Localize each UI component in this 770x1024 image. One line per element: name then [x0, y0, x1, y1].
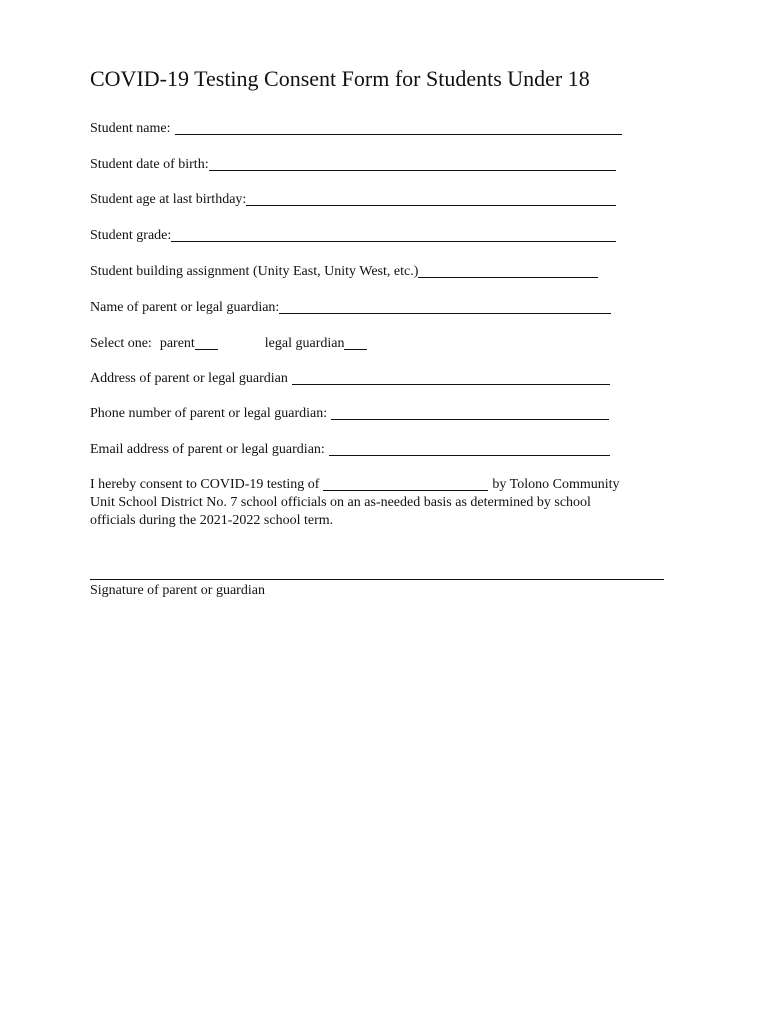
- consent-statement: [90, 476, 655, 530]
- consent-line3: officials during the 2021-2022 school term.: [90, 513, 334, 528]
- student-age-field: [90, 189, 616, 209]
- student-grade-label: Student grade:: [90, 228, 172, 243]
- guardian-name-blank[interactable]: [279, 299, 611, 314]
- consent-student-blank[interactable]: [323, 476, 488, 491]
- student-age-blank[interactable]: [246, 191, 616, 206]
- building-assignment-field: [90, 261, 598, 281]
- guardian-address-label: Address of parent or legal guardian: [90, 371, 288, 386]
- parent-option-label: parent: [159, 336, 195, 351]
- consent-line2: Unit School District No. 7 school officials on an as-needed basis as determined by school: [90, 495, 591, 510]
- guardian-phone-field: [90, 403, 609, 423]
- form-title: COVID-19 Testing Consent Form for Students Under 18: [90, 66, 590, 91]
- guardian-phone-label: Phone number of parent or legal guardian:: [90, 406, 328, 421]
- consent-line1-end: by Tolono Community: [492, 477, 620, 492]
- student-age-label: Student age at last birthday:: [90, 192, 247, 207]
- student-name-blank[interactable]: [175, 120, 622, 135]
- legal-guardian-option-label: legal guardian: [264, 336, 345, 351]
- signature-label: Signature of parent or guardian: [90, 583, 265, 598]
- guardian-phone-blank[interactable]: [331, 405, 609, 420]
- student-grade-blank[interactable]: [171, 227, 616, 242]
- relationship-select-row: [90, 333, 367, 353]
- building-assignment-label: Student building assignment (Unity East, Unity West, etc.): [90, 264, 419, 279]
- building-assignment-blank[interactable]: [418, 263, 598, 278]
- student-name-field: [90, 118, 622, 138]
- student-dob-label: Student date of birth:: [90, 157, 209, 172]
- guardian-name-field: [90, 297, 611, 317]
- consent-line1-start: I hereby consent to COVID-19 testing of: [90, 477, 320, 492]
- legal-guardian-option-blank[interactable]: [344, 335, 367, 350]
- student-name-label: Student name:: [90, 121, 171, 136]
- student-dob-blank[interactable]: [209, 156, 616, 171]
- signature-line[interactable]: [90, 579, 664, 580]
- guardian-address-blank[interactable]: [292, 370, 610, 385]
- parent-option-blank[interactable]: [195, 335, 218, 350]
- guardian-email-field: [90, 439, 610, 459]
- student-dob-field: [90, 154, 616, 174]
- guardian-address-field: [90, 368, 610, 388]
- guardian-email-blank[interactable]: [329, 441, 610, 456]
- guardian-email-label: Email address of parent or legal guardian:: [90, 442, 325, 457]
- select-one-label: Select one:: [90, 336, 152, 351]
- student-grade-field: [90, 225, 616, 245]
- guardian-name-label: Name of parent or legal guardian:: [90, 300, 280, 315]
